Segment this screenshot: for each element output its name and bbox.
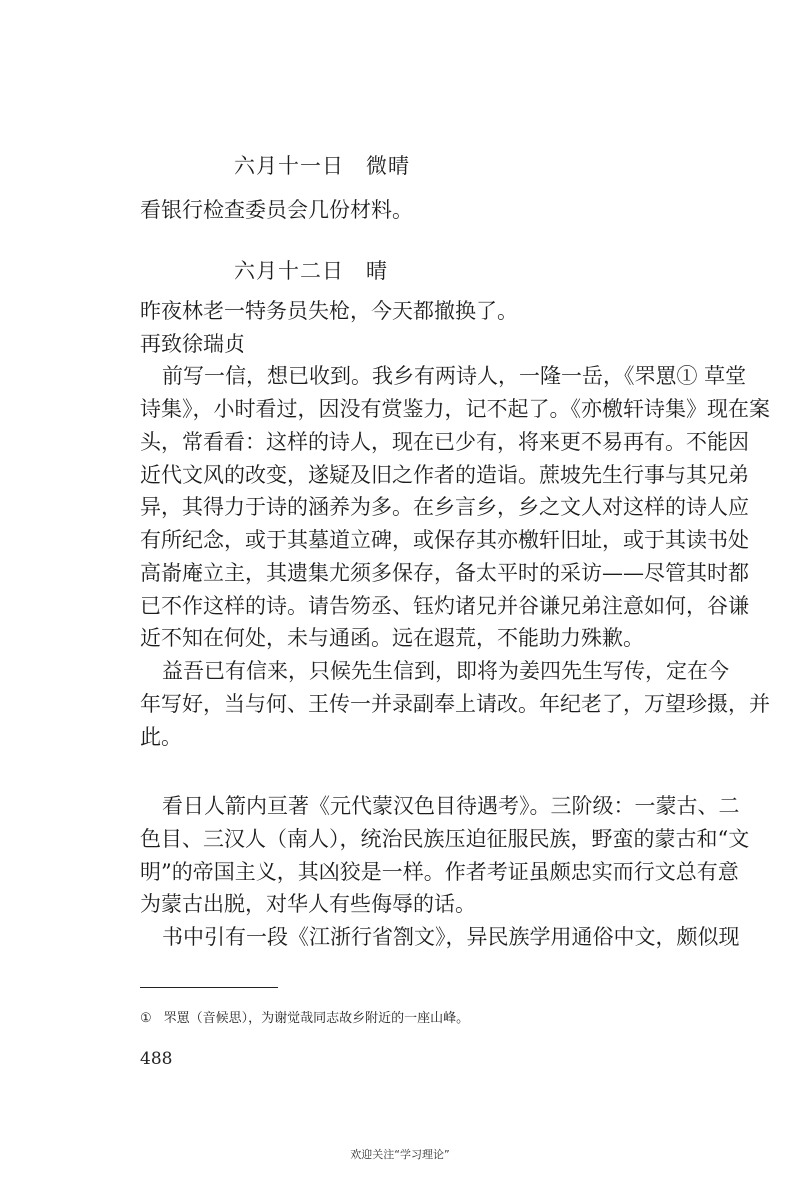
- text-line-content: 前写一信，想已收到。我乡有两诗人，一隆一岳，《罘罳① 草堂: [162, 364, 747, 388]
- text-line-content: 益吾已有信来，只候先生信到，即将为姜四先生写传，定在今: [162, 659, 729, 683]
- text-line-content: 已不作这样的诗。请告笏丞、钰灼诸兄并谷谦兄弟注意如何，谷谦: [140, 594, 749, 618]
- entry-date: 六月十一日: [234, 154, 344, 178]
- text-line: [140, 561, 749, 585]
- diary-entry-heading: [234, 150, 410, 180]
- text-line-content: 高嵛庵立主，其遗集尤须多保存，备太平时的采访——尽管其时都: [140, 561, 749, 585]
- text-line: [140, 692, 770, 716]
- text-line-content: 近代文风的改变，遂疑及旧之作者的造诣。蔗坡先生行事与其兄弟: [140, 463, 749, 487]
- text-line: [140, 495, 749, 519]
- text-line: 此。: [140, 725, 182, 749]
- footnote-divider: [140, 987, 278, 988]
- text-line: [162, 659, 729, 683]
- letter-title: 再致徐瑞贞: [140, 332, 245, 356]
- entry-date: 六月十二日: [234, 259, 344, 283]
- text-line-content: 年写好，当与何、王传一并录副奉上请改。年纪老了，万望珍摄，并: [140, 692, 770, 716]
- text-line-content: 有所纪念，或于其墓道立碑，或保存其亦檄轩旧址，或于其读书处: [140, 528, 749, 552]
- footnote: [140, 1007, 469, 1026]
- text-line: 昨夜林老一特务员失枪，今天都撤换了。: [140, 299, 518, 323]
- text-line: 为蒙古出脱，对华人有些侮辱的话。: [140, 892, 476, 916]
- text-line: [162, 794, 740, 818]
- text-line: [140, 594, 749, 618]
- entry-weather: 微晴: [366, 154, 410, 178]
- text-line-content: 头，常看看：这样的诗人，现在已少有，将来更不易再有。不能因: [140, 430, 749, 454]
- footnote-mark: ①: [140, 1011, 152, 1026]
- text-line-content: 诗集》，小时看过，因没有赏鉴力，记不起了。《亦檄轩诗集》现在案: [140, 397, 770, 421]
- text-line-content: 看日人箭内亘著《元代蒙汉色目待遇考》。三阶级：一蒙古、二: [162, 794, 740, 818]
- text-line: [140, 463, 749, 487]
- text-line: [140, 430, 749, 454]
- page-number: 488: [140, 1049, 173, 1069]
- text-line-content: 异，其得力于诗的涵养为多。在乡言乡，乡之文人对这样的诗人应: [140, 495, 749, 519]
- text-line: 近不知在何处，未与通函。远在遐荒，不能助力殊歉。: [140, 626, 644, 650]
- text-line-content: 明”的帝国主义，其凶狡是一样。作者考证虽颇忠实而行文总有意: [140, 860, 739, 884]
- text-line: [140, 397, 770, 421]
- watermark-text: 欢迎关注“学习理论”: [350, 1148, 450, 1161]
- text-line: [140, 528, 749, 552]
- text-line: [162, 925, 740, 949]
- text-line: 看银行检查委员会几份材料。: [140, 198, 413, 222]
- text-line: [140, 860, 739, 884]
- diary-entry-heading: [234, 255, 388, 285]
- entry-weather: 晴: [366, 259, 388, 283]
- text-line: [140, 827, 750, 851]
- text-line-content: 色目、三汉人（南人），统治民族压迫征服民族，野蛮的蒙古和“文: [140, 827, 750, 851]
- footnote-text: 罘罳（音候思），为谢觉哉同志故乡附近的一座山峰。: [163, 1011, 470, 1026]
- text-line: [162, 364, 747, 388]
- text-line-content: 书中引有一段《江浙行省劄文》，异民族学用通俗中文，颇似现: [162, 925, 740, 949]
